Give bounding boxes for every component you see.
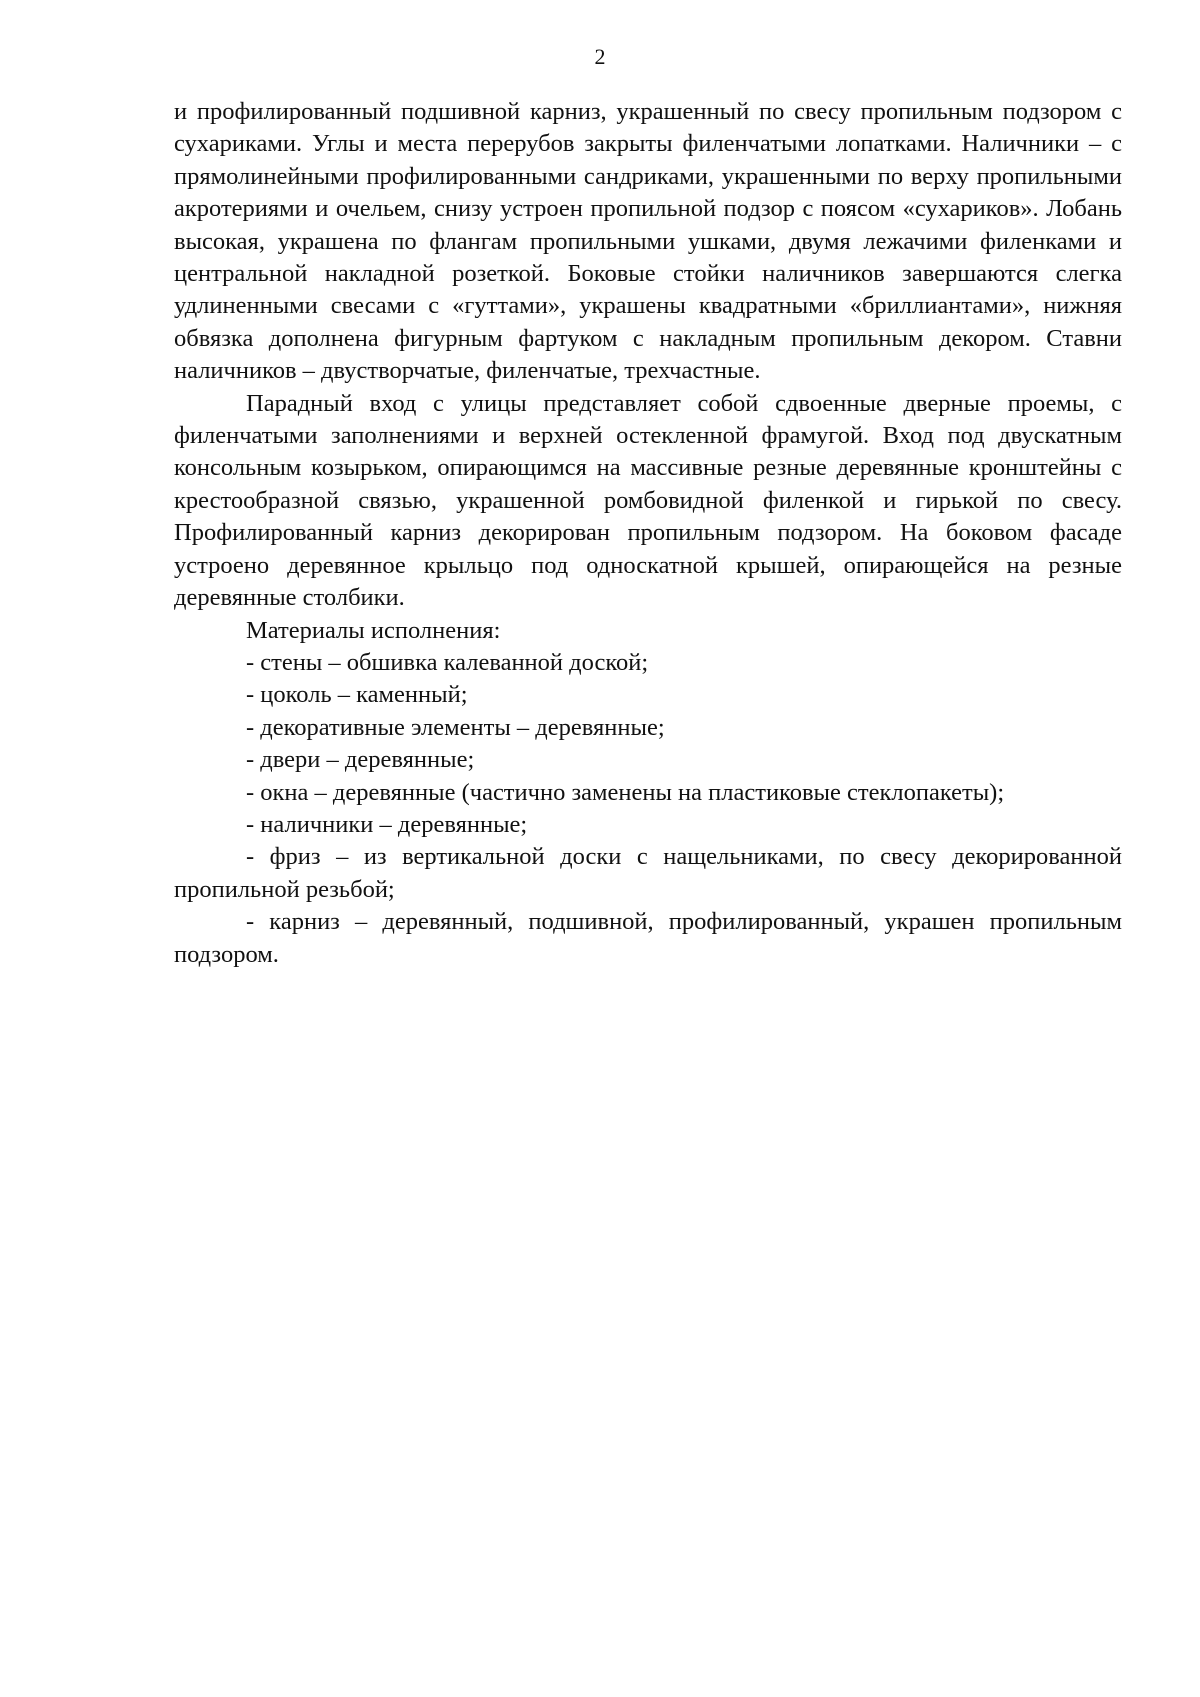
paragraph-main-entrance: Парадный вход с улицы представляет собой сдвоенные дверные проемы, с филенчатыми заполнениями и верхней остекленной фрамугой. Вход под двускатным консольным козырьком, опирающимся на массивные резные деревянные кронштейны с крестообразной связью, украшенной ромбовидной филенкой и гирькой по свесу. Профилированный карниз декорирован пропильным подзором. На боковом фасаде устроено деревянное крыльцо под односкатной крышей, опирающейся на резные деревянные столбики. [174, 389, 1122, 612]
materials-item-walls: - стены – обшивка калеванной доской; [246, 648, 649, 676]
materials-item-doors: - двери – деревянные; [246, 746, 475, 774]
materials-heading: Материалы исполнения: [246, 616, 501, 644]
materials-item-decor: - декоративные элементы – деревянные; [246, 713, 665, 741]
materials-item-frieze: - фриз – из вертикальной доски с нащельниками, по свесу декорированной пропильной резьбой; [174, 843, 1122, 903]
page-number: 2 [594, 44, 606, 69]
materials-item-casings: - наличники – деревянные; [246, 810, 528, 838]
materials-item-plinth: - цоколь – каменный; [246, 681, 468, 709]
document-body [174, 96, 1122, 971]
materials-item-cornice: - карниз – деревянный, подшивной, профилированный, украшен пропильным подзором. [174, 908, 1122, 968]
paragraph-facade-decor: и профилированный подшивной карниз, украшенный по свесу пропильным подзором с сухариками. Углы и места перерубов закрыты филенчатыми лопатками. Наличники – с прямолинейными профилированными сандриками, украшенными по верху пропильными акротериями и очельем, снизу устроен пропильной подзор с поясом «сухариков». Лобань высокая, украшена по флангам пропильными ушками, двумя лежачими филенками и центральной накладной розеткой. Боковые стойки наличников завершаются слегка удлиненными свесами с «гуттами», украшены квадратными «бриллиантами», нижняя обвязка дополнена фигурным фартуком с накладным пропильным декором. Ставни наличников – двустворчатые, филенчатые, трехчастные. [174, 98, 1122, 385]
materials-item-windows: - окна – деревянные (частично заменены на пластиковые стеклопакеты); [246, 778, 1005, 806]
